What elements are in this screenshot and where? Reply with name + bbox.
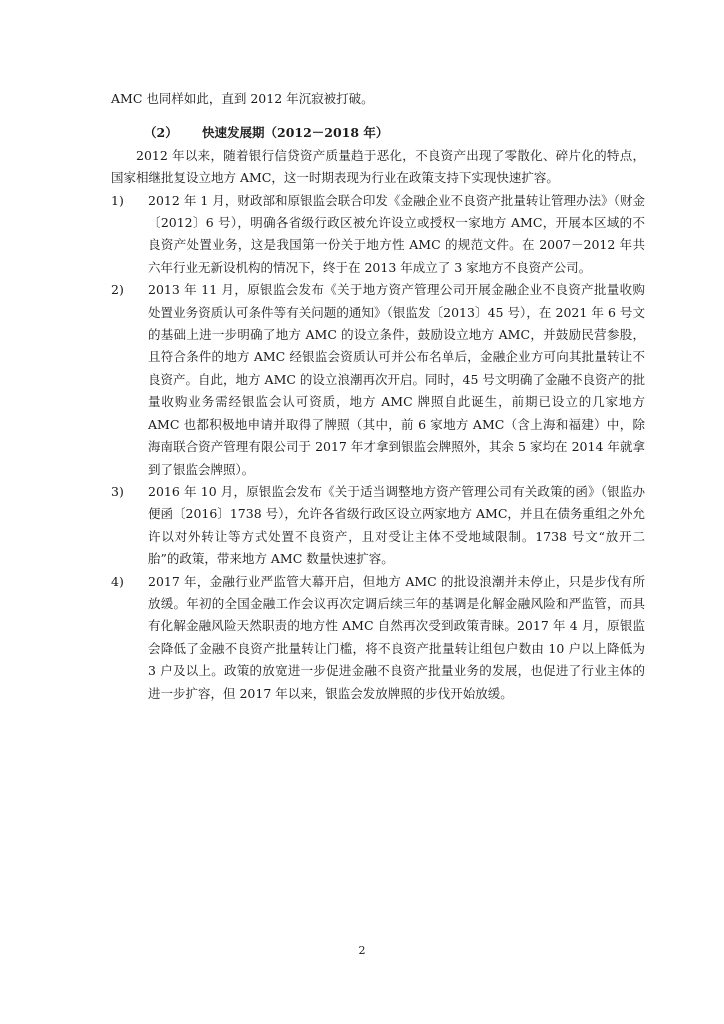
main-content: [111, 88, 645, 705]
list-item: [111, 279, 645, 481]
list-marker: 3): [111, 483, 124, 499]
continuation-paragraph: AMC 也同样如此，直到 2012 年沉寂被打破。: [111, 91, 374, 106]
list-item: [111, 481, 645, 571]
list-item: [111, 190, 645, 280]
section-title: 快速发展期（2012－2018 年）: [202, 125, 389, 141]
list-item-text: 2013 年 11 月，原银监会发布《关于地方资产管理公司开展金融企业不良资产批量收购处置业务资质认可条件等有关问题的通知》（银监发〔2013〕45 号），在 2021 年 6 号文的基础上进一步明确了地方 AMC 的设立条件，鼓励设立地方 AMC，并鼓励民营参股，且符合条件的地方 AMC 经银监会资质认可并公布名单后，金融企业方可向其批量转让不良资产。自此，地方 AMC 的设立浪潮再次开启。同时，45 号文明确了金融不良资产的批量收购业务需经银监会认可资质，地方 AMC 牌照自此诞生，前期已设立的几家地方 AMC 也都积极地申请并取得了牌照（其中，前 6 家地方 AMC（含上海和福建）中，除海南联合资产管理有限公司于 2017 年才拿到银监会牌照外，其余 5 家均在 2014 年就拿到了银监会牌照）。: [148, 282, 645, 477]
list-marker: 4): [111, 573, 124, 589]
list-item-text: 2012 年 1 月，财政部和原银监会联合印发《金融企业不良资产批量转让管理办法》（财金〔2012〕6 号），明确各省级行政区被允许设立或授权一家地方 AMC，开展本区域的不良资产处置业务，这是我国第一份关于地方性 AMC 的规范文件。在 2007－2012 年共六年行业无新设机构的情况下，终于在 2013 年成立了 3 家地方不良资产公司。: [148, 192, 645, 275]
policy-list: [111, 190, 645, 705]
list-marker: 1): [111, 192, 124, 208]
page-number: 2: [358, 944, 366, 957]
section-number: （2）: [144, 125, 178, 141]
list-item-text: 2017 年，金融行业严监管大幕开启，但地方 AMC 的批设浪潮并未停止，只是步伐有所放缓。年初的全国金融工作会议再次定调后续三年的基调是化解金融风险和严监管，而具有化解金融风险天然职责的地方性 AMC 自然再次受到政策青睐。2017 年 4 月，原银监会降低了金融不良资产批量转让门槛，将不良资产批量转让组包户数由 10 户以上降低为 3 户及以上。政策的放宽进一步促进金融不良资产批量业务的发展，也促进了行业主体的进一步扩容，但 2017 年以来，银监会发放牌照的步伐开始放缓。: [148, 573, 645, 701]
list-item: [111, 571, 645, 705]
list-item-text: 2016 年 10 月，原银监会发布《关于适当调整地方资产管理公司有关政策的函》（银监办便函〔2016〕1738 号），允许各省级行政区设立两家地方 AMC，并且在债务重组之外允许以对外转让等方式处置不良资产，且对受让主体不受地域限制。1738 号文“放开二胎”的政策，带来地方 AMC 数量快速扩容。: [148, 483, 645, 567]
intro-paragraph: 2012 年以来，随着银行信贷资产质量趋于恶化，不良资产出现了零散化、碎片化的特点，国家相继批复设立地方 AMC，这一时期表现为行业在政策支持下实现快速扩容。: [111, 147, 645, 186]
list-marker: 2): [111, 282, 124, 298]
section-heading: [111, 122, 645, 144]
